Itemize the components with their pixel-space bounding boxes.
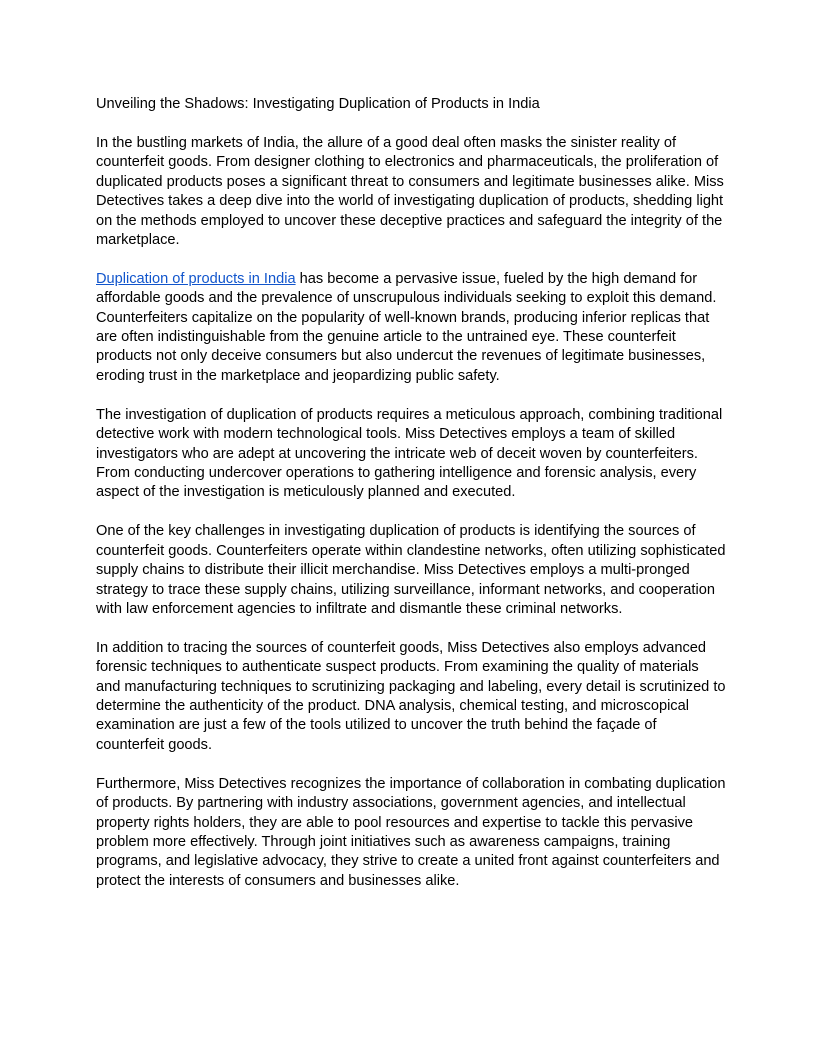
duplication-link[interactable]: Duplication of products in India [96,270,296,287]
paragraph-text: has become a pervasive issue, fueled by the high demand for affordable goods and the prevalence of unscrupulous individuals seeking to exploit this demand. Counterfeiters capitalize on the popularity of well-known brands, producing inferior replicas that are often indistinguishable from the genuine article to the untrained eye. These counterfeit products not only deceive consumers but also undercut the revenues of legitimate businesses, eroding trust in the marketplace and jeopardizing public safety. [96,270,717,384]
paragraph-text: The investigation of duplication of products requires a meticulous approach, combining traditional detective work with modern technological tools. Miss Detectives employs a team of skilled investigators who are adept at uncovering the intricate web of deceit woven by counterfeiters. From conducting undercover operations to gathering intelligence and forensic analysis, every aspect of the investigation is meticulously planned and executed. [96,406,723,501]
paragraph-collaboration [96,775,726,891]
paragraph-forensics [96,639,726,755]
paragraph-text: Furthermore, Miss Detectives recognizes the importance of collaboration in combating duplication of products. By partnering with industry associations, government agencies, and intellectual property rights holders, they are able to pool resources and expertise to tackle this pervasive problem more effectively. Through joint initiatives such as awareness campaigns, training programs, and legislative advocacy, they strive to create a united front against counterfeiters and protect the interests of consumers and businesses alike. [96,775,726,889]
paragraph-text: In the bustling markets of India, the allure of a good deal often masks the sinister reality of counterfeit goods. From designer clothing to electronics and pharmaceuticals, the proliferation of duplicated products poses a significant threat to consumers and legitimate businesses alike. Miss Detectives takes a deep dive into the world of investigating duplication of products, shedding light on the methods employed to uncover these deceptive practices and safeguard the integrity of the marketplace. [96,134,724,248]
paragraph-overview [96,270,726,386]
document-title: Unveiling the Shadows: Investigating Duplication of Products in India [96,96,540,112]
paragraph-text: In addition to tracing the sources of counterfeit goods, Miss Detectives also employs advanced forensic techniques to authenticate suspect products. From examining the quality of materials and manufacturing techniques to scrutinizing packaging and labeling, every detail is scrutinized to determine the authenticity of the product. DNA analysis, chemical testing, and microscopical examination are just a few of the tools utilized to uncover the truth behind the façade of counterfeit goods. [96,639,726,753]
paragraph-intro [96,134,726,250]
document-body [96,95,726,911]
paragraph-text: One of the key challenges in investigating duplication of products is identifying the sources of counterfeit goods. Counterfeiters operate within clandestine networks, often utilizing sophisticated supply chains to distribute their illicit merchandise. Miss Detectives employs a multi-pronged strategy to trace these supply chains, utilizing surveillance, informant networks, and cooperation with law enforcement agencies to infiltrate and dismantle these criminal networks. [96,523,726,617]
paragraph-investigation [96,406,726,503]
paragraph-challenges [96,522,726,619]
